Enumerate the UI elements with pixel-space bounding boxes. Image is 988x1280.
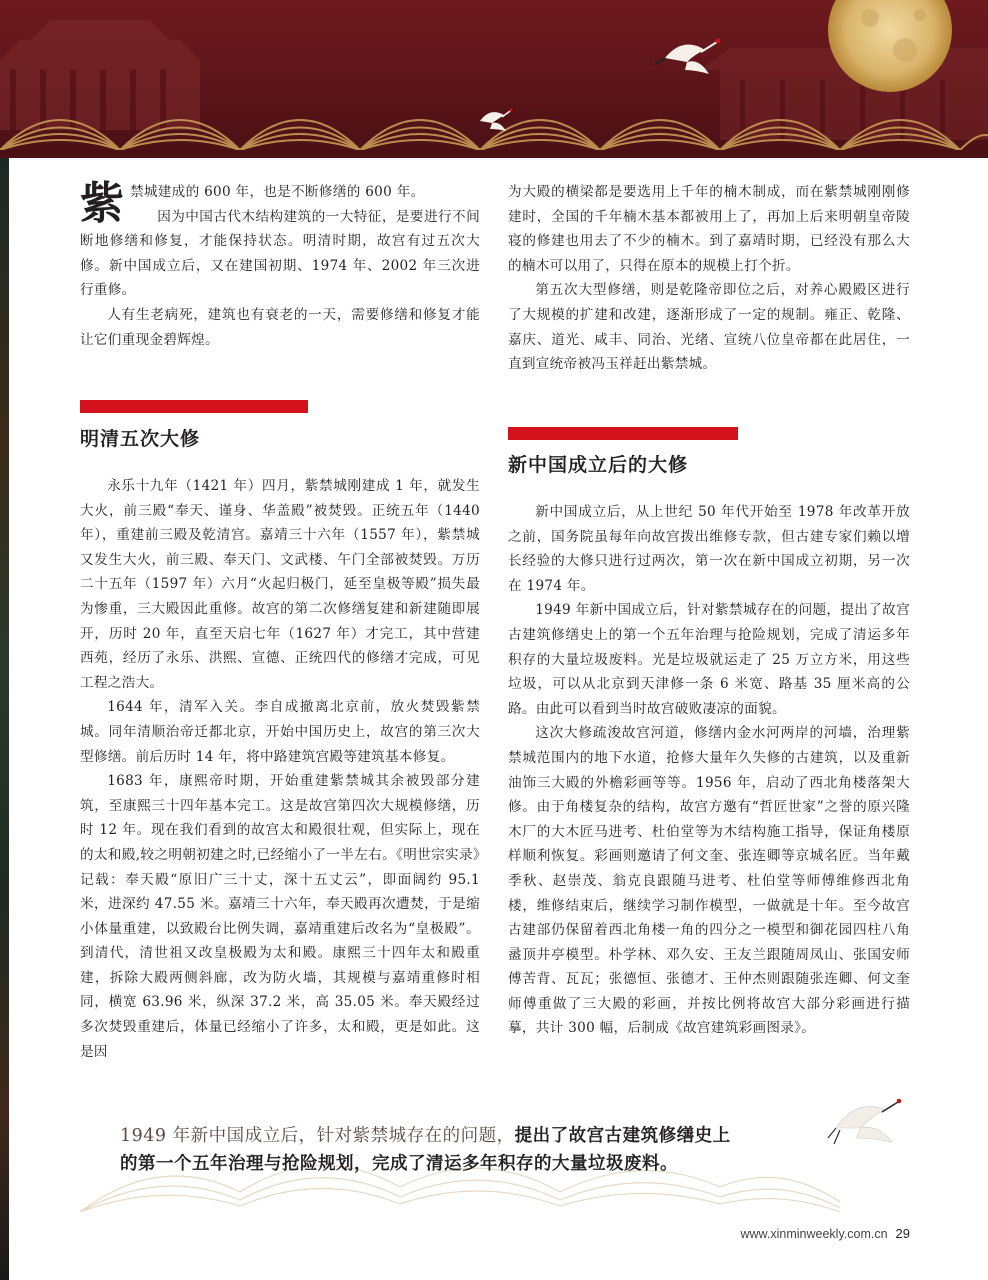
section1-paragraph-1: 永乐十九年（1421 年）四月，紫禁城刚建成 1 年，就发生大火，前三殿“奉天、谨身、华盖殿”被焚毁。正统五年（1440 年），重建前三殿及乾清宫。嘉靖三十六年（1557 年），紫禁城又发生大火，前三殿、奉天门、文武楼、午门全部被焚毁。万历二十五年（1597 年）六月“火起归极门，延至皇极等殿”损失最为惨重，三大殿因此重修。故宫的第二次修缮复建和新建随即展开，历时 20 年，直至天启七年（1627 年）才完工，其中营建西苑，经历了永乐、洪熙、宣德、正统四代的修缮才完成，可见工程之浩大。 bbox=[80, 478, 480, 691]
continued-paragraph: 为大殿的横梁都是要选用上千年的楠木制成，而在紫禁城刚刚修建时，全国的千年楠木基本都被用上了，再加上后来明朝皇帝陵寝的修建也用去了不少的楠木。到了嘉靖时期，已经没有那么大的楠木可以用了，只得在原本的规模上打个折。 bbox=[508, 184, 910, 274]
section1-paragraph-3: 1683 年，康熙帝时期，开始重建紫禁城其余被毁部分建筑，至康熙三十四年基本完工。这是故宫第四次大规模修缮，历时 12 年。现在我们看到的故宫太和殿很壮观，但实际上，现在的太和殿,较之明朝初建之时,已经缩小了一半左右。《明世宗实录》记载：奉天殿“原旧广三十丈，深十五丈云”，即面阔约 95.1 米，进深约 47.55 米。嘉靖三十六年，奉天殿再次遭焚，于是缩小体量重建，以致殿台比例失调，嘉靖重建后改名为“皇极殿”。到清代，清世祖又改皇极殿为太和殿。康熙三十四年太和殿重建，拆除大殿两侧斜廊，改为防火墙，其规模与嘉靖重修时相同，横宽 63.96 米，纵深 37.2 米，高 35.05 米。奉天殿经过多次焚毁重建后，体量已经缩小了许多，太和殿，更是如此。这是因 bbox=[80, 773, 480, 1060]
drop-cap: 紫 bbox=[80, 178, 124, 229]
section-divider-bar bbox=[80, 400, 308, 413]
section1-paragraph-2: 1644 年，清军入关。李自成撤离北京前，放火焚毁紫禁城。同年清顺治帝迁都北京，开始中国历史上，故宫的第三次大型修缮。前后历时 14 年，将中路建筑宫殿等建筑基本修复。 bbox=[80, 699, 480, 765]
page-number: 29 bbox=[895, 1226, 910, 1241]
section2-paragraph-3: 这次大修疏浚故宫河道，修缮内金水河两岸的河墙，治理紫禁城范围内的地下水道，抢修大量年久失修的古建筑，以及重新油饰三大殿的外檐彩画等等。1956 年，启动了西北角楼落架大修。由于角楼复杂的结构，故宫方邀有“哲匠世家”之誉的原兴隆木厂的大木匠马进考、杜伯堂等为木结构施工指导，保证角楼原样顺利恢复。彩画则邀请了何文奎、张连卿等京城名匠。当年戴季秋、赵崇茂、翁克良跟随马进考、杜伯堂等师傅维修西北角楼，维修结束后，继续学习制作模型，一做就是十年。至今故宫古建部仍保留着西北角楼一角的四分之一模型和御花园四柱八角盝顶井亭模型。朴学林、邓久安、王友兰跟随周凤山、张国安师傅苦背、瓦瓦；张德恒、张德才、王仲杰则跟随张连卿、何文奎师傅重做了三大殿的彩画，并按比例将故宫大部分彩画进行描摹，共计 300 幅，后制成《故宫建筑彩画图录》。 bbox=[508, 725, 910, 1037]
left-edge-photo-strip bbox=[0, 158, 9, 1280]
pull-quote-bold-1: 提出了故宫古建筑修缮史上 bbox=[514, 1126, 731, 1146]
intro-paragraph-2: 因为中国古代木结构建筑的一大特征，是要进行不间断地修缮和修复，才能保持状态。明清时期，故宫有过五次大修。新中国成立后，又在建国初期、1974 年、2002 年三次进行重修。 bbox=[80, 208, 480, 299]
pull-quote-lead: 1949 年新中国成立后，针对紫禁城存在的问题， bbox=[120, 1126, 515, 1146]
banner-illustration bbox=[0, 0, 988, 158]
section1-body bbox=[80, 474, 480, 1064]
pull-quote-bold-2: 的第一个五年治理与抢险规划，完成了清运多年积存的大量垃圾废料。 bbox=[120, 1154, 678, 1174]
section-title-ming-qing: 明清五次大修 bbox=[80, 428, 201, 450]
left-column bbox=[80, 180, 480, 352]
intro-block bbox=[80, 180, 480, 352]
section2-paragraph-2: 1949 年新中国成立后，针对紫禁城存在的问题，提出了故宫古建筑修缮史上的第一个五年治理与抢险规划，完成了清运多年积存的大量垃圾废料。光是垃圾就运走了 25 万立方米，用这些垃圾，可以从北京到天津修一条 6 米宽、路基 35 厘米高的公路。由此可以看到当时故宫破败凄凉的面貌。 bbox=[508, 602, 910, 717]
palace-silhouette-icon bbox=[0, 20, 200, 130]
section-title-new-china: 新中国成立后的大修 bbox=[508, 454, 689, 476]
page-footer bbox=[741, 1226, 911, 1241]
section2-body bbox=[508, 500, 910, 1041]
intro-paragraph-1: 禁城建成的 600 年，也是不断修缮的 600 年。 bbox=[130, 184, 425, 200]
pull-quote-text bbox=[120, 1122, 840, 1178]
intro-paragraph-3: 人有生老病死，建筑也有衰老的一天，需要修缮和修复才能让它们重现金碧辉煌。 bbox=[80, 306, 480, 348]
footer-url: www.xinminweekly.com.cn bbox=[740, 1227, 888, 1241]
fifth-repair-paragraph: 第五次大型修缮，则是乾隆帝即位之后，对养心殿殿区进行了大规模的扩建和改建，逐渐形成了一定的规制。雍正、乾隆、嘉庆、道光、咸丰、同治、光绪、宣统八位皇帝都在此居住，一直到宣统帝被冯玉祥赶出紫禁城。 bbox=[508, 282, 910, 373]
header-banner bbox=[0, 0, 988, 158]
pull-quote bbox=[80, 1122, 840, 1202]
section2-paragraph-1: 新中国成立后，从上世纪 50 年代开始至 1978 年改革开放之前，国务院虽每年向故宫拨出维修专款，但古建专家们赖以增长经验的大修只进行过两次，第一次在新中国成立初期，另一次在 1974 年。 bbox=[508, 504, 910, 594]
crane-icon bbox=[826, 1098, 906, 1158]
right-column bbox=[508, 180, 910, 377]
section-divider-bar bbox=[508, 427, 738, 440]
